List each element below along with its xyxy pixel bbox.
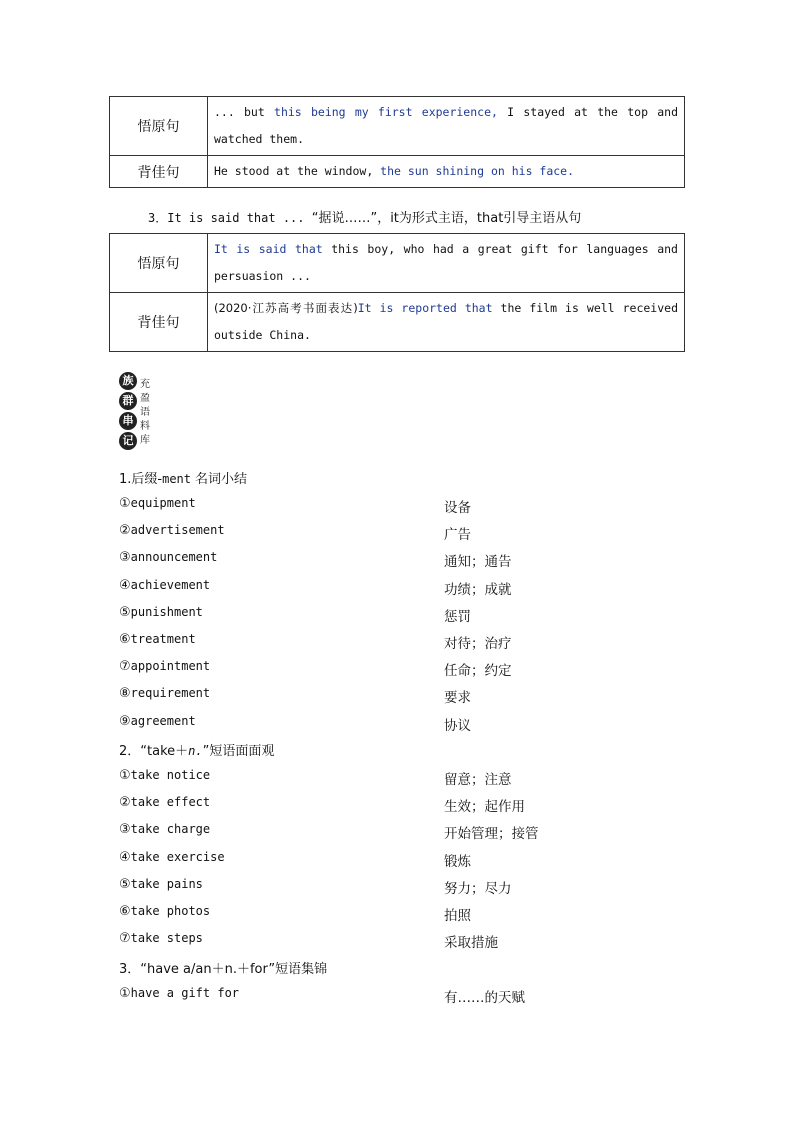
- list-item: [119, 496, 679, 518]
- item-number: ①: [119, 986, 131, 1001]
- list-item: [119, 714, 679, 736]
- logo-char: 盈: [140, 393, 150, 404]
- sentence-text: the film is well received outside China.: [214, 301, 678, 342]
- row-label: 背佳句: [110, 156, 208, 188]
- logo-char: 库: [140, 435, 150, 446]
- item-number: ①: [119, 768, 131, 783]
- sentence-text: ... but: [214, 105, 275, 119]
- term-english: [119, 550, 217, 565]
- list-item: [119, 632, 679, 654]
- term-chinese: 对待；治疗: [444, 636, 512, 652]
- list-item: [119, 931, 679, 953]
- original-sentence: [208, 97, 685, 156]
- list-item: [119, 605, 679, 627]
- list-item: [119, 877, 679, 899]
- sentence-text: I stayed at the top and watched them.: [214, 105, 679, 146]
- table-row: [110, 293, 685, 352]
- logo-disc: 族: [119, 372, 137, 390]
- logo-char: 语: [140, 407, 150, 418]
- list-item: [119, 550, 679, 572]
- item-number: ③: [119, 822, 131, 838]
- term-text: treatment: [130, 632, 196, 646]
- term-chinese: 任命；约定: [444, 663, 512, 680]
- term-english: [119, 877, 203, 892]
- list-item: [119, 523, 679, 545]
- item-number: ⑦: [119, 659, 131, 675]
- highlighted-phrase: this being my first experience,: [274, 105, 498, 119]
- term-text: take photos: [130, 904, 211, 918]
- row-label: 背佳句: [110, 293, 208, 352]
- table-row: [110, 234, 685, 293]
- list-item: [119, 659, 679, 681]
- item-number: ③: [119, 550, 131, 566]
- title-part: n.: [188, 744, 203, 758]
- item-number: ⑤: [119, 604, 131, 620]
- term-chinese: 生效；起作用: [444, 799, 525, 816]
- item-number: ⑧: [119, 686, 131, 702]
- term-english: [119, 986, 239, 1001]
- list-item: [119, 768, 679, 790]
- term-english: [119, 795, 210, 810]
- term-chinese: 设备: [444, 500, 471, 516]
- highlighted-phrase: It is reported that: [357, 301, 493, 315]
- row-label: 悟原句: [110, 97, 208, 156]
- logo-disc: 串: [119, 412, 137, 430]
- term-english: [119, 850, 225, 865]
- term-english: [119, 904, 210, 919]
- heading-english: 3．It is said that ...: [148, 211, 312, 225]
- term-text: requirement: [130, 686, 211, 701]
- term-chinese: 留意；注意: [444, 772, 512, 788]
- example-table-2: [109, 233, 685, 352]
- term-text: equipment: [130, 496, 196, 510]
- term-english: [119, 768, 210, 783]
- model-sentence: [208, 156, 685, 188]
- title-part: 3．“have a/an＋n.＋for”: [119, 962, 276, 977]
- section-title-2: [119, 740, 274, 759]
- term-text: take effect: [130, 795, 211, 810]
- heading-chinese: “据说……”，it为形式主语，that引导主语从句: [311, 211, 582, 226]
- title-part: 短语集锦: [275, 962, 328, 977]
- term-english: [119, 632, 196, 647]
- section-title-1: [119, 468, 247, 487]
- term-chinese: 惩罚: [444, 608, 471, 625]
- title-part: ”短语面面观: [202, 744, 275, 759]
- item-number: ⑥: [119, 632, 131, 647]
- list-item: [119, 822, 679, 844]
- list-item: [119, 578, 679, 600]
- section-title-3: [119, 958, 327, 977]
- term-chinese: 广告: [444, 527, 471, 544]
- model-sentence: [208, 293, 685, 352]
- item-number: ④: [119, 577, 131, 593]
- item-number: ①: [119, 496, 131, 511]
- logo-disc: 记: [119, 432, 137, 450]
- list-item: [119, 986, 679, 1008]
- term-english: [119, 605, 203, 620]
- term-chinese: 锻炼: [444, 853, 471, 870]
- original-sentence: [208, 234, 685, 293]
- logo-disc: 群: [119, 392, 137, 410]
- term-chinese: 通知；通告: [444, 554, 512, 571]
- term-chinese: 采取措施: [444, 935, 498, 952]
- source-note: (2020·江苏高考书面表达): [214, 301, 358, 315]
- term-text: take notice: [130, 768, 211, 782]
- logo-char: 充: [140, 379, 150, 390]
- item-number: ⑦: [119, 931, 131, 947]
- term-chinese: 协议: [444, 717, 471, 734]
- term-text: have a gift for: [130, 986, 240, 1000]
- term-chinese: 功绩；成就: [444, 581, 512, 598]
- example-table-1: [109, 96, 685, 188]
- item-number: ⑨: [119, 713, 131, 729]
- term-chinese: 拍照: [444, 908, 471, 924]
- term-chinese: 要求: [444, 690, 471, 707]
- term-text: take charge: [130, 822, 211, 837]
- row-label: 悟原句: [110, 234, 208, 293]
- item-number: ②: [119, 795, 131, 811]
- title-part: 1.后缀-: [119, 472, 163, 487]
- term-english: [119, 496, 196, 511]
- term-text: appointment: [130, 659, 211, 674]
- title-part: ment: [162, 472, 192, 486]
- term-text: take steps: [130, 931, 203, 946]
- item-number: ⑥: [119, 904, 131, 919]
- term-english: [119, 578, 210, 593]
- list-item: [119, 686, 679, 708]
- term-chinese: 开始管理；接管: [444, 826, 539, 843]
- list-item: [119, 850, 679, 872]
- term-text: take pains: [130, 876, 203, 891]
- term-chinese: 有……的天赋: [444, 990, 525, 1006]
- list-item: [119, 795, 679, 817]
- term-chinese: 努力；尽力: [444, 880, 512, 897]
- title-part: 名词小结: [195, 472, 248, 487]
- item-number: ④: [119, 849, 131, 865]
- sentence-pattern-heading: [148, 207, 581, 226]
- term-text: announcement: [130, 550, 218, 565]
- list-item: [119, 904, 679, 926]
- highlighted-phrase: It is said that: [214, 242, 323, 256]
- term-text: take exercise: [130, 849, 225, 864]
- title-part: 2．“take＋: [119, 744, 189, 759]
- term-text: advertisement: [130, 523, 225, 538]
- section-logo: [119, 372, 159, 458]
- table-row: [110, 97, 685, 156]
- item-number: ⑤: [119, 876, 131, 892]
- sentence-text: He stood at the window,: [214, 164, 381, 178]
- term-text: punishment: [130, 604, 203, 619]
- term-text: achievement: [130, 577, 211, 592]
- term-english: [119, 686, 210, 701]
- term-english: [119, 659, 210, 674]
- term-text: agreement: [130, 713, 196, 728]
- item-number: ②: [119, 523, 131, 539]
- term-english: [119, 523, 225, 538]
- term-english: [119, 822, 210, 837]
- highlighted-phrase: the sun shining on his face.: [380, 164, 575, 178]
- logo-char: 料: [140, 421, 150, 432]
- sentence-text: this boy, who had a great gift for languages and persuasion ...: [214, 242, 678, 283]
- term-english: [119, 714, 196, 729]
- table-row: [110, 156, 685, 188]
- term-english: [119, 931, 203, 946]
